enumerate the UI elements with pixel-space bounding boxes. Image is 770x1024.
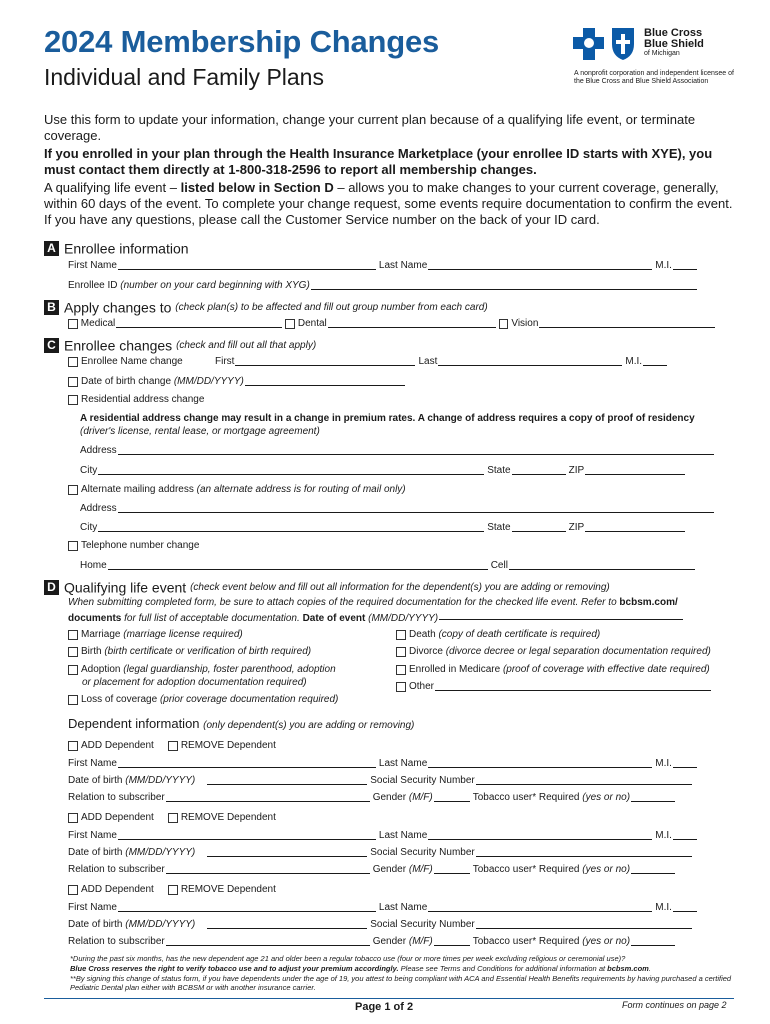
cross-shield-icon	[572, 26, 640, 62]
dependent-ssn-field[interactable]	[476, 774, 692, 785]
dependent-relation-row: Relation to subscriber Gender (M/F) Tobacco user* Required (yes or no)	[68, 791, 718, 803]
event-adoption: Adoption (legal guardianship, foster parenthood, adoption	[68, 664, 336, 675]
dependent-relation-row: Relation to subscriber Gender (M/F) Tobacco user* Required (yes or no)	[68, 935, 718, 947]
new-mi-field[interactable]	[643, 355, 667, 366]
dependent-mi-field[interactable]	[673, 829, 697, 840]
medical-group-field[interactable]	[116, 317, 282, 328]
dependent-first-name-field[interactable]	[118, 757, 376, 768]
event-marriage: Marriage (marriage license required)	[68, 629, 243, 640]
footnote-dental: **By signing this change of status form, if you have dependents under the age of 19, you attest to being compliant with ACA and Essential Health Benefits requirements by having purchased a certified Pediatric Dental plan either with BCBSM or with another insurance carrier.	[70, 974, 732, 992]
dental-checkbox[interactable]	[285, 319, 295, 329]
dependent-relation-row: Relation to subscriber Gender (M/F) Tobacco user* Required (yes or no)	[68, 863, 718, 875]
new-first-field[interactable]	[235, 355, 415, 366]
remove-dependent-checkbox[interactable]	[168, 741, 178, 751]
dental-group-field[interactable]	[328, 317, 496, 328]
dependent-last-name-field[interactable]	[428, 757, 652, 768]
alt-mailing-checkbox[interactable]	[68, 485, 78, 495]
other-checkbox[interactable]	[396, 682, 406, 692]
dependent-tobacco-field[interactable]	[631, 935, 675, 946]
birth-checkbox[interactable]	[68, 647, 78, 657]
intro-paragraph-2: If you enrolled in your plan through the Health Insurance Marketplace (your enrollee ID starts with XYE), you must contact them directly at 1-800-318-2596 to report all membership changes.	[44, 146, 713, 177]
dependent-dob-field[interactable]	[207, 846, 367, 857]
dependent-tobacco-field[interactable]	[631, 791, 675, 802]
dependent-mi-field[interactable]	[673, 901, 697, 912]
dependent-ssn-field[interactable]	[476, 846, 692, 857]
event-death: Death (copy of death certificate is required)	[396, 629, 600, 640]
dependent-dob-row: Date of birth (MM/DD/YYYY) Social Security Number	[68, 774, 718, 786]
add-dependent-checkbox[interactable]	[68, 813, 78, 823]
dependent-dob-field[interactable]	[207, 918, 367, 929]
dependent-ssn-field[interactable]	[476, 918, 692, 929]
enrollee-id-row: Enrollee ID (number on your card beginning with XYG)	[68, 279, 716, 291]
medicare-checkbox[interactable]	[396, 665, 406, 675]
dependent-tobacco-field[interactable]	[631, 863, 675, 874]
section-d-header: D Qualifying life event (check event below and fill out all information for the dependent(s) you are adding or removing)	[44, 578, 610, 595]
event-loss-of-coverage: Loss of coverage (prior coverage documentation required)	[68, 694, 338, 705]
vision-checkbox[interactable]	[499, 319, 509, 329]
dependent-gender-field[interactable]	[434, 791, 470, 802]
res-change-row: Residential address change	[68, 394, 204, 405]
phone-row: Home Cell	[80, 559, 720, 571]
res-change-checkbox[interactable]	[68, 395, 78, 405]
dependent-last-name-field[interactable]	[428, 829, 652, 840]
intro-paragraph-3: A qualifying life event – listed below in Section D – allows you to make changes to your current coverage, generally, within 60 days of the event. To complete your change request, some events require documentation to confirm the event. If you have any questions, please call the Customer Service number on the back of your ID card.	[44, 180, 733, 227]
dob-change-checkbox[interactable]	[68, 377, 78, 387]
logo-note: A nonprofit corporation and independent licensee of the Blue Cross and Blue Shield Association	[574, 70, 734, 85]
dependent-name-row: First Name Last Name M.I.	[68, 829, 718, 841]
event-birth: Birth (birth certificate or verification of birth required)	[68, 646, 311, 657]
medical-checkbox[interactable]	[68, 319, 78, 329]
enrollee-name-row: First Name Last Name M.I.	[68, 259, 716, 271]
dependent-name-row: First Name Last Name M.I.	[68, 757, 718, 769]
event-medicare: Enrolled in Medicare (proof of coverage with effective date required)	[396, 664, 710, 675]
new-last-field[interactable]	[438, 355, 622, 366]
page-subtitle: Individual and Family Plans	[44, 64, 324, 90]
dependent-relation-field[interactable]	[166, 935, 370, 946]
event-adoption-note-2: or placement for adoption documentation required)	[82, 677, 307, 688]
form-continues: Form continues on page 2	[622, 1000, 727, 1010]
loss-of-coverage-checkbox[interactable]	[68, 695, 78, 705]
dob-change-row: Date of birth change (MM/DD/YYYY)	[68, 375, 408, 387]
section-b-header: B Apply changes to (check plan(s) to be affected and fill out group number from each card)	[44, 298, 488, 315]
dependent-last-name-field[interactable]	[428, 901, 652, 912]
event-divorce: Divorce (divorce decree or legal separation documentation required)	[396, 646, 711, 657]
dependent-info-header: Dependent information (only dependent(s) you are adding or removing)	[68, 716, 415, 731]
dependent-action-row: ADD Dependent REMOVE Dependent	[68, 884, 276, 895]
alt-state-field[interactable]	[512, 521, 566, 532]
dependent-action-row: ADD Dependent REMOVE Dependent	[68, 740, 276, 751]
res-address-field[interactable]	[118, 444, 714, 455]
dependent-dob-field[interactable]	[207, 774, 367, 785]
death-checkbox[interactable]	[396, 630, 406, 640]
section-d-instructions: When submitting completed form, be sure to attach copies of the required documentation for the checked life event. Refer to bcbsm.com/ documents for full list of acceptable documentation. Date of event (MM/DD/YYYY)	[68, 597, 728, 625]
res-address-row: Address	[80, 444, 720, 456]
date-of-event-field[interactable]	[439, 609, 683, 620]
alt-city-field[interactable]	[98, 521, 484, 532]
footnote-tobacco: *During the past six months, has the new dependent age 21 and older been a regular tobacco use (four or more times per week excluding religious or ceremonial use)?	[70, 954, 626, 963]
add-dependent-checkbox[interactable]	[68, 741, 78, 751]
phone-change-checkbox[interactable]	[68, 541, 78, 551]
vision-group-field[interactable]	[539, 317, 715, 328]
name-change-row: Enrollee Name change First Last M.I.	[68, 355, 718, 367]
intro-paragraph-1: Use this form to update your information, change your current plan because of a qualifying life event, or terminate coverage.	[44, 112, 696, 143]
res-state-field[interactable]	[512, 464, 566, 475]
res-warning-note: (driver's license, rental lease, or mortgage agreement)	[80, 426, 320, 437]
dependent-first-name-field[interactable]	[118, 829, 376, 840]
new-dob-field[interactable]	[245, 375, 405, 386]
page-number: Page 1 of 2	[355, 1001, 414, 1013]
dependent-action-row: ADD Dependent REMOVE Dependent	[68, 812, 276, 823]
home-phone-field[interactable]	[108, 559, 488, 570]
name-change-checkbox[interactable]	[68, 357, 78, 367]
last-name-field[interactable]	[428, 259, 652, 270]
alt-address-row: Address	[80, 502, 720, 514]
logo-sub: of Michigan	[644, 50, 680, 57]
section-c-header: C Enrollee changes (check and fill out all that apply)	[44, 336, 316, 353]
res-city-row: City State ZIP	[80, 464, 720, 476]
divorce-checkbox[interactable]	[396, 647, 406, 657]
remove-dependent-checkbox[interactable]	[168, 813, 178, 823]
alt-address-field[interactable]	[118, 502, 714, 513]
dependent-gender-field[interactable]	[434, 863, 470, 874]
first-name-field[interactable]	[118, 259, 376, 270]
alt-mailing-row: Alternate mailing address (an alternate address is for routing of mail only)	[68, 484, 406, 495]
phone-change-row: Telephone number change	[68, 540, 199, 551]
plan-checkbox-row: Medical Dental Vision	[68, 317, 718, 329]
dependent-gender-field[interactable]	[434, 935, 470, 946]
alt-city-row: City State ZIP	[80, 521, 720, 533]
page-title: 2024 Membership Changes	[44, 24, 440, 59]
dependent-dob-row: Date of birth (MM/DD/YYYY) Social Security Number	[68, 846, 718, 858]
marriage-checkbox[interactable]	[68, 630, 78, 640]
add-dependent-checkbox[interactable]	[68, 885, 78, 895]
footer-divider	[44, 998, 734, 999]
remove-dependent-checkbox[interactable]	[168, 885, 178, 895]
footnote-verify: Blue Cross reserves the right to verify tobacco use and to adjust your premium accordingly. Please see Terms and Conditions for additional information at bcbsm.com.	[70, 964, 651, 973]
adoption-checkbox[interactable]	[68, 665, 78, 675]
dependent-mi-field[interactable]	[673, 757, 697, 768]
mi-field[interactable]	[673, 259, 697, 270]
cell-phone-field[interactable]	[509, 559, 695, 570]
dependent-first-name-field[interactable]	[118, 901, 376, 912]
dependent-dob-row: Date of birth (MM/DD/YYYY) Social Security Number	[68, 918, 718, 930]
logo-name: Blue Cross Blue Shield	[644, 27, 704, 50]
event-other: Other	[396, 680, 718, 692]
section-a-header: A Enrollee information	[44, 239, 189, 256]
dependent-relation-field[interactable]	[166, 863, 370, 874]
dependent-relation-field[interactable]	[166, 791, 370, 802]
alt-zip-field[interactable]	[585, 521, 685, 532]
other-event-field[interactable]	[435, 680, 711, 691]
dependent-name-row: First Name Last Name M.I.	[68, 901, 718, 913]
res-city-field[interactable]	[98, 464, 484, 475]
enrollee-id-field[interactable]	[311, 279, 697, 290]
res-warning: A residential address change may result in a change in premium rates. A change of address requires a copy of proof of residency	[80, 413, 695, 424]
res-zip-field[interactable]	[585, 464, 685, 475]
